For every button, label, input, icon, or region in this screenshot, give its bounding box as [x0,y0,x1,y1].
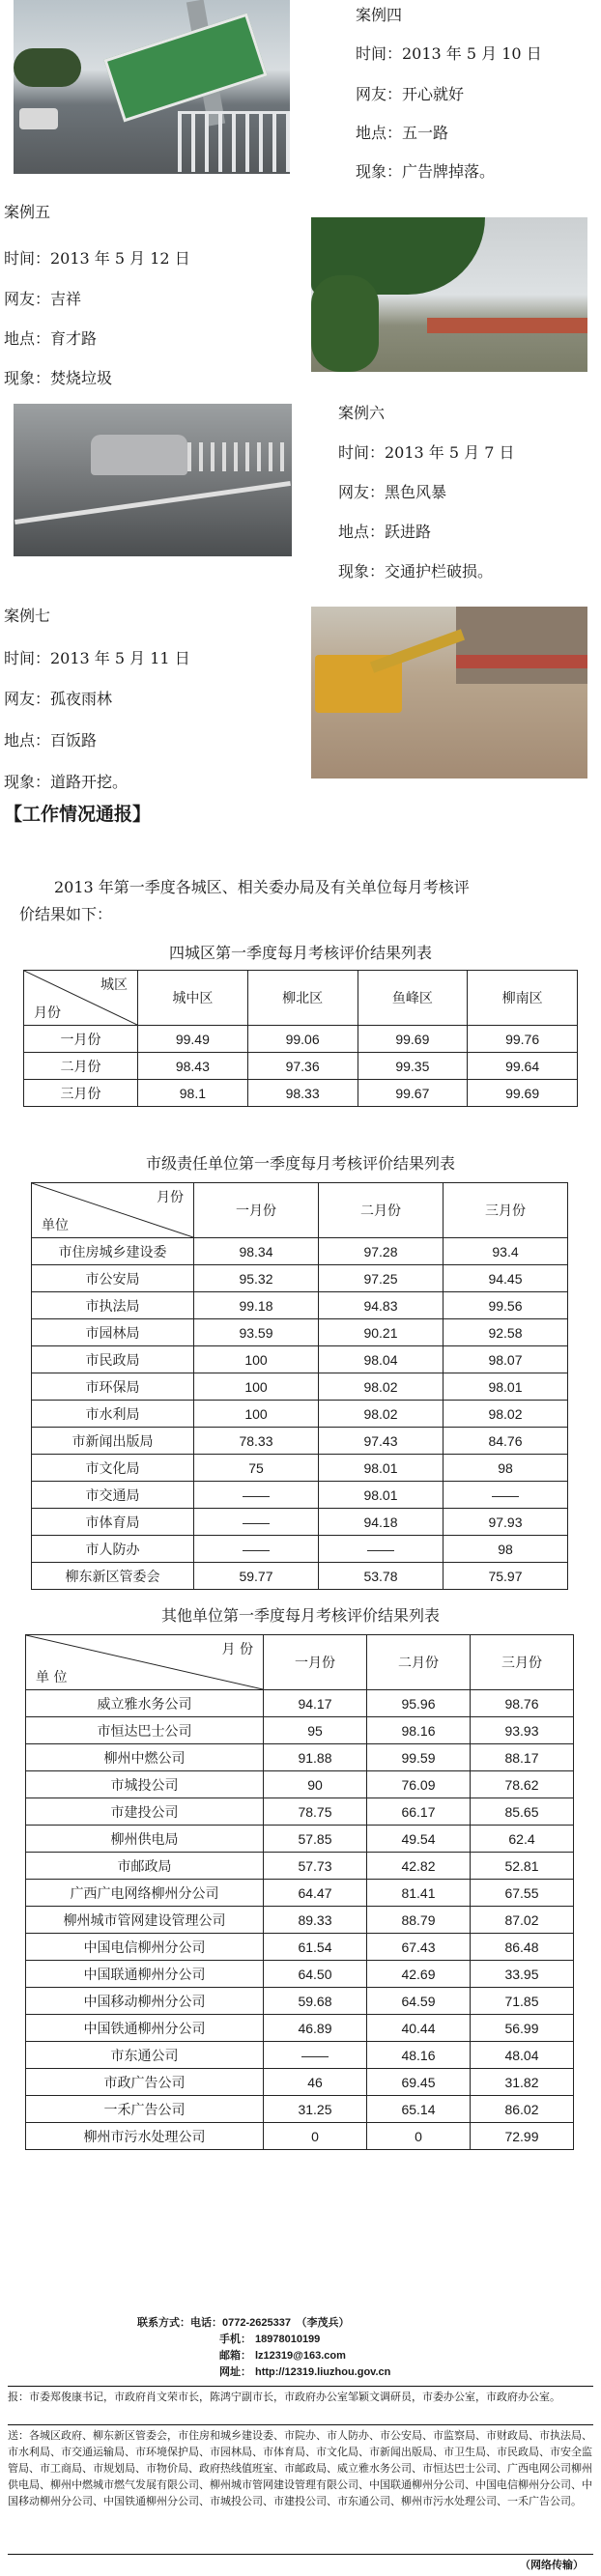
score-cell: 59.77 [194,1563,319,1590]
diagonal-header-cell [24,971,138,1026]
score-cell: 98.04 [319,1346,444,1373]
score-cell: 98.01 [444,1373,568,1401]
column-header: 一月份 [194,1183,319,1238]
score-cell: 84.76 [444,1428,568,1455]
score-cell: 99.18 [194,1292,319,1319]
table-row [26,1744,574,1771]
excavation-photo [311,607,587,778]
table-row [26,1853,574,1880]
phone-value: 0772-2625337 （李茂兵） [222,2317,350,2329]
table-row [32,1346,568,1373]
case-time: 时间：2013 年 5 月 7 日 [338,443,515,462]
case-place: 地点：五一路 [356,124,449,142]
score-cell: 48.16 [367,2042,471,2069]
row-label: 三月份 [24,1080,138,1107]
row-label: 市东通公司 [26,2042,264,2069]
other-unit-score-table [25,1634,574,2150]
table-row [26,1880,574,1907]
table1-title: 四城区第一季度每月考核评价结果列表 [168,944,432,962]
district-score-table [23,970,578,1107]
table-row [24,1080,578,1107]
score-cell: 98.33 [247,1080,358,1107]
score-cell: —— [194,1536,319,1563]
score-cell: 100 [194,1373,319,1401]
row-label: 市新闻出版局 [32,1428,194,1455]
table-row [32,1482,568,1509]
table-row [32,1536,568,1563]
column-header: 柳北区 [247,971,358,1026]
score-cell: 42.82 [367,1853,471,1880]
score-cell: 67.55 [471,1880,574,1907]
row-label: 市民政局 [32,1346,194,1373]
divider-middle [8,2424,593,2425]
score-cell: 64.47 [264,1880,367,1907]
score-cell: 99.35 [358,1053,468,1080]
score-cell: 98.43 [138,1053,248,1080]
score-cell: 52.81 [471,1853,574,1880]
score-cell: 65.14 [367,2096,471,2123]
score-cell: 0 [367,2123,471,2150]
score-cell: 0 [264,2123,367,2150]
score-cell: 95 [264,1717,367,1744]
score-cell: 94.83 [319,1292,444,1319]
row-label: 中国移动柳州分公司 [26,1988,264,2015]
row-label: 柳东新区管委会 [32,1563,194,1590]
score-cell: 89.33 [264,1907,367,1934]
row-label: 市公安局 [32,1265,194,1292]
row-label: 市执法局 [32,1292,194,1319]
score-cell: —— [194,1482,319,1509]
contact-label: 联系方式： [137,2317,190,2329]
row-label: 柳州城市管网建设管理公司 [26,1907,264,1934]
case-desc: 现象：焚烧垃圾 [4,369,113,387]
score-cell: 40.44 [367,2015,471,2042]
score-cell: 64.59 [367,1988,471,2015]
score-cell: 99.67 [358,1080,468,1107]
score-cell: 53.78 [319,1563,444,1590]
row-label: 中国铁通柳州分公司 [26,2015,264,2042]
burning-garbage-photo [311,217,587,372]
column-header: 柳南区 [468,971,578,1026]
table-row [32,1509,568,1536]
header-bottom-label: 月份 [34,1005,61,1021]
score-cell: 98.02 [444,1401,568,1428]
score-cell: 86.02 [471,2096,574,2123]
score-cell: 88.79 [367,1907,471,1934]
table-row [32,1455,568,1482]
score-cell: 98.01 [319,1482,444,1509]
table-row [26,2042,574,2069]
case-user: 网友：吉祥 [4,290,82,308]
score-cell: 98.34 [194,1238,319,1265]
score-cell: 75.97 [444,1563,568,1590]
diagonal-header-cell [32,1183,194,1238]
score-cell: 87.02 [471,1907,574,1934]
intro-line-2: 价结果如下： [19,905,113,923]
column-header: 三月份 [471,1635,574,1690]
score-cell: 95.96 [367,1690,471,1717]
score-cell: 49.54 [367,1826,471,1853]
table-row [32,1428,568,1455]
column-header: 二月份 [367,1635,471,1690]
score-cell: 98 [444,1536,568,1563]
table-row [24,1026,578,1053]
score-cell: 85.65 [471,1798,574,1826]
score-cell: 88.17 [471,1744,574,1771]
table2-title: 市级责任单位第一季度每月考核评价结果列表 [145,1154,455,1173]
row-label: 市邮政局 [26,1853,264,1880]
score-cell: 94.45 [444,1265,568,1292]
intro-line-1: 2013 年第一季度各城区、相关委办局及有关单位每月考核评 [54,878,470,896]
table-row [26,1690,574,1717]
score-cell: 98.07 [444,1346,568,1373]
row-label: 市环保局 [32,1373,194,1401]
table-row [32,1563,568,1590]
send-recipients: 送：各城区政府、柳东新区管委会，市住房和城乡建设委、市院办、市人防办、市公安局、市监察局、市财政局、市执法局、市水利局、市交通运输局、市环境保护局、市园林局、市体育局、市文化局、市新闻出版局、市卫生局、市民政局、市安全监管局、市工商局、市规划局、市物价局、政府热线值班室、市邮政局、威立雅水务公司、市恒达巴士公司、广西电网公司柳州供电局、柳州中燃城市燃气发展有限公司、柳州城市管网建设管理有限公司、中国联通柳州分公司、中国电信柳州分公司、中国移动柳州分公司、中国铁通柳州分公司、市城投公司、市建投公司、市东通公司、柳州市污水处理公司、一禾广告公司。 [8,2430,592,2507]
case-time: 时间：2013 年 5 月 10 日 [356,44,542,63]
table-row [32,1292,568,1319]
table-row [26,1798,574,1826]
case-time: 时间：2013 年 5 月 11 日 [4,649,190,667]
row-label: 市恒达巴士公司 [26,1717,264,1744]
score-cell: 81.41 [367,1880,471,1907]
score-cell: 98.1 [138,1080,248,1107]
case-user: 网友：孤夜雨林 [4,690,113,708]
score-cell: 67.43 [367,1934,471,1961]
row-label: 市水利局 [32,1401,194,1428]
score-cell: —— [264,2042,367,2069]
case-desc: 现象：广告牌掉落。 [356,162,496,181]
case-time: 时间：2013 年 5 月 12 日 [4,249,190,268]
table-row [26,1934,574,1961]
header-bottom-label: 单 位 [36,1670,68,1685]
web-value[interactable]: http://12319.liuzhou.gov.cn [255,2366,391,2378]
case-title: 案例六 [338,404,386,422]
table-row [26,1771,574,1798]
mobile-value: 18978010199 [255,2334,321,2345]
score-cell: 92.58 [444,1319,568,1346]
score-cell: 97.28 [319,1238,444,1265]
case-title: 案例五 [4,203,51,221]
row-label: 二月份 [24,1053,138,1080]
score-cell: 97.93 [444,1509,568,1536]
case-user: 网友：开心就好 [356,85,465,103]
row-label: 市交通局 [32,1482,194,1509]
row-label: 广西广电网络柳州分公司 [26,1880,264,1907]
score-cell: 99.49 [138,1026,248,1053]
score-cell: 71.85 [471,1988,574,2015]
score-cell: 99.59 [367,1744,471,1771]
score-cell: 48.04 [471,2042,574,2069]
score-cell: 31.25 [264,2096,367,2123]
column-header: 一月份 [264,1635,367,1690]
score-cell: 90.21 [319,1319,444,1346]
score-cell: 59.68 [264,1988,367,2015]
contact-block [137,2315,390,2381]
row-label: 柳州供电局 [26,1826,264,1853]
row-label: 市政广告公司 [26,2069,264,2096]
row-label: 市园林局 [32,1319,194,1346]
score-cell: 31.82 [471,2069,574,2096]
case-place: 地点：育才路 [4,329,98,348]
table-row [24,1053,578,1080]
divider-top [8,2386,593,2387]
web-key: 网址： [219,2366,251,2378]
table-header-row [26,1635,574,1690]
score-cell: 99.76 [468,1026,578,1053]
table-row [26,1717,574,1744]
phone-key: 电话： [190,2317,222,2329]
score-cell: 64.50 [264,1961,367,1988]
table-row [32,1319,568,1346]
score-cell: 99.56 [444,1292,568,1319]
score-cell: 56.99 [471,2015,574,2042]
column-header: 鱼峰区 [358,971,468,1026]
score-cell: 69.45 [367,2069,471,2096]
score-cell: 75 [194,1455,319,1482]
score-cell: 33.95 [471,1961,574,1988]
score-cell: 97.43 [319,1428,444,1455]
row-label: 市人防办 [32,1536,194,1563]
table-row [26,1907,574,1934]
score-cell: 76.09 [367,1771,471,1798]
row-label: 市住房城乡建设委 [32,1238,194,1265]
score-cell: 98.02 [319,1373,444,1401]
report-recipients: 报：市委郑俊康书记，市政府肖文荣市长，陈鸿宁副市长，市政府办公室邹颖文调研员，市委办公室，市政府办公室。 [8,2392,560,2403]
score-cell: —— [194,1509,319,1536]
row-label: 柳州市污水处理公司 [26,2123,264,2150]
table-row [26,2123,574,2150]
score-cell: —— [319,1536,444,1563]
score-cell: 86.48 [471,1934,574,1961]
row-label: 一月份 [24,1026,138,1053]
table-row [32,1265,568,1292]
score-cell: 99.64 [468,1053,578,1080]
score-cell: 94.17 [264,1690,367,1717]
table-row [32,1238,568,1265]
case-desc: 现象：交通护栏破损。 [338,562,494,580]
row-label: 市文化局 [32,1455,194,1482]
score-cell: 66.17 [367,1798,471,1826]
header-top-label: 月 份 [221,1642,253,1657]
divider-bottom [8,2554,593,2555]
table3-title: 其他单位第一季度每月考核评价结果列表 [160,1606,440,1625]
row-label: 市建投公司 [26,1798,264,1826]
diagonal-header-cell [26,1635,264,1690]
mobile-key: 手机： [219,2334,251,2345]
row-label: 柳州中燃公司 [26,1744,264,1771]
case-title: 案例四 [356,6,403,24]
email-key: 邮箱： [219,2350,251,2362]
score-cell: 99.69 [358,1026,468,1053]
score-cell: 95.32 [194,1265,319,1292]
score-cell: 93.93 [471,1717,574,1744]
table-row [32,1401,568,1428]
score-cell: 98 [444,1455,568,1482]
score-cell: 97.25 [319,1265,444,1292]
broken-rail-photo [14,404,292,556]
table-row [26,1961,574,1988]
header-bottom-label: 单位 [42,1218,69,1233]
score-cell: 90 [264,1771,367,1798]
score-cell: 100 [194,1346,319,1373]
score-cell: 93.4 [444,1238,568,1265]
section-title: 【工作情况通报】 [4,804,152,825]
case-place: 地点：跃进路 [338,523,432,541]
row-label: 一禾广告公司 [26,2096,264,2123]
column-header: 城中区 [138,971,248,1026]
score-cell: 91.88 [264,1744,367,1771]
table-header-row [32,1183,568,1238]
score-cell: 98.76 [471,1690,574,1717]
score-cell: 97.36 [247,1053,358,1080]
score-cell: 57.85 [264,1826,367,1853]
score-cell: 99.06 [247,1026,358,1053]
table-row [26,2069,574,2096]
table-header-row [24,971,578,1026]
city-unit-score-table [31,1182,568,1590]
case-user: 网友：黑色风暴 [338,483,447,501]
score-cell: 78.62 [471,1771,574,1798]
score-cell: 94.18 [319,1509,444,1536]
email-value[interactable]: lz12319@163.com [255,2350,346,2362]
score-cell: 61.54 [264,1934,367,1961]
table-row [32,1373,568,1401]
header-top-label: 月份 [157,1190,184,1205]
case-desc: 现象：道路开挖。 [4,773,129,791]
header-top-label: 城区 [100,977,128,993]
column-header: 三月份 [444,1183,568,1238]
score-cell: 46 [264,2069,367,2096]
column-header: 二月份 [319,1183,444,1238]
score-cell: 98.01 [319,1455,444,1482]
score-cell: 98.02 [319,1401,444,1428]
row-label: 市城投公司 [26,1771,264,1798]
table-row [26,2096,574,2123]
table-row [26,2015,574,2042]
score-cell: 42.69 [367,1961,471,1988]
transmission-note: （网络传输） [520,2560,584,2571]
case-title: 案例七 [4,607,51,625]
row-label: 中国联通柳州分公司 [26,1961,264,1988]
score-cell: 57.73 [264,1853,367,1880]
billboard-photo [14,0,290,174]
row-label: 中国电信柳州分公司 [26,1934,264,1961]
score-cell: 100 [194,1401,319,1428]
score-cell: 93.59 [194,1319,319,1346]
score-cell: 98.16 [367,1717,471,1744]
score-cell: 46.89 [264,2015,367,2042]
score-cell: 72.99 [471,2123,574,2150]
case-place: 地点：百饭路 [4,731,98,750]
table-row [26,1988,574,2015]
row-label: 威立雅水务公司 [26,1690,264,1717]
score-cell: —— [444,1482,568,1509]
table-row [26,1826,574,1853]
score-cell: 99.69 [468,1080,578,1107]
score-cell: 78.33 [194,1428,319,1455]
score-cell: 62.4 [471,1826,574,1853]
score-cell: 78.75 [264,1798,367,1826]
row-label: 市体育局 [32,1509,194,1536]
